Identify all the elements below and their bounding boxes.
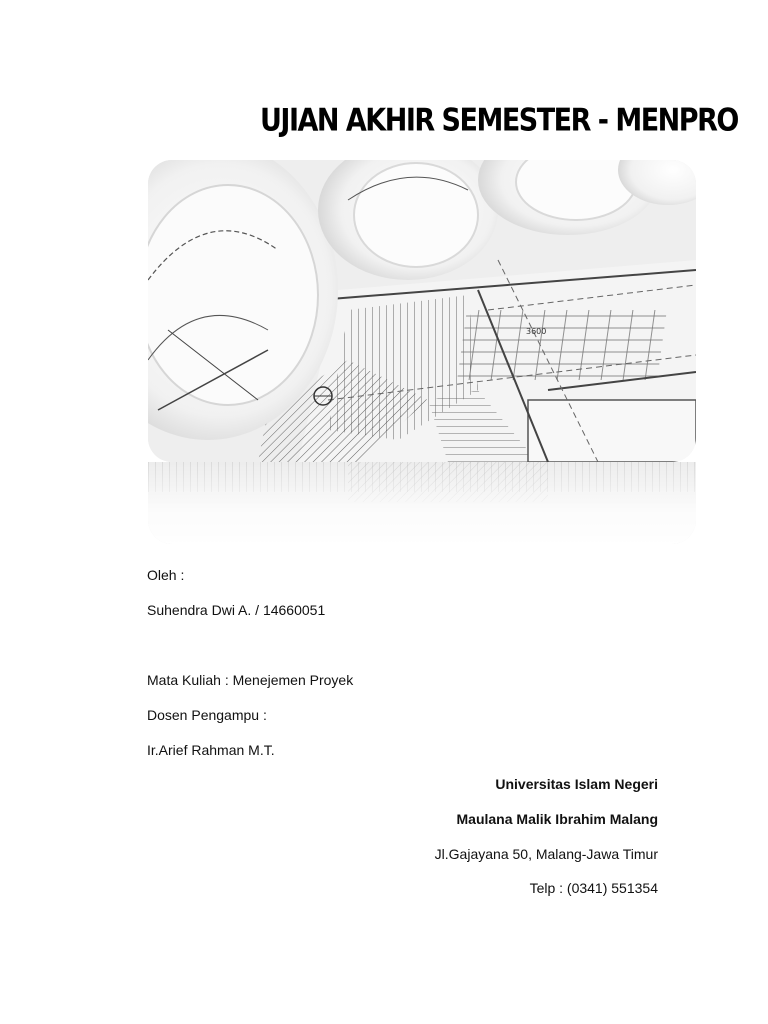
institution-name: Universitas Islam Negeri <box>495 776 658 792</box>
lecturer-name: Ir.Arief Rahman M.T. <box>147 742 275 758</box>
author-name: Suhendra Dwi A. / 14660051 <box>147 602 326 618</box>
course-name: Mata Kuliah : Menejemen Proyek <box>147 672 354 688</box>
cover-image <box>148 160 696 462</box>
document-title: UJIAN AKHIR SEMESTER - MENPRO <box>260 102 738 139</box>
lecturer-label: Dosen Pengampu : <box>147 707 267 723</box>
author-label: Oleh : <box>147 567 185 583</box>
institution-address: Jl.Gajayana 50, Malang-Jawa Timur <box>434 846 658 862</box>
cover-image-reflection <box>148 462 696 544</box>
institution-subname: Maulana Malik Ibrahim Malang <box>456 811 658 827</box>
institution-phone: Telp : (0341) 551354 <box>529 880 658 896</box>
drawing-label: 3600 <box>526 327 547 336</box>
blueprint-illustration <box>148 160 696 462</box>
